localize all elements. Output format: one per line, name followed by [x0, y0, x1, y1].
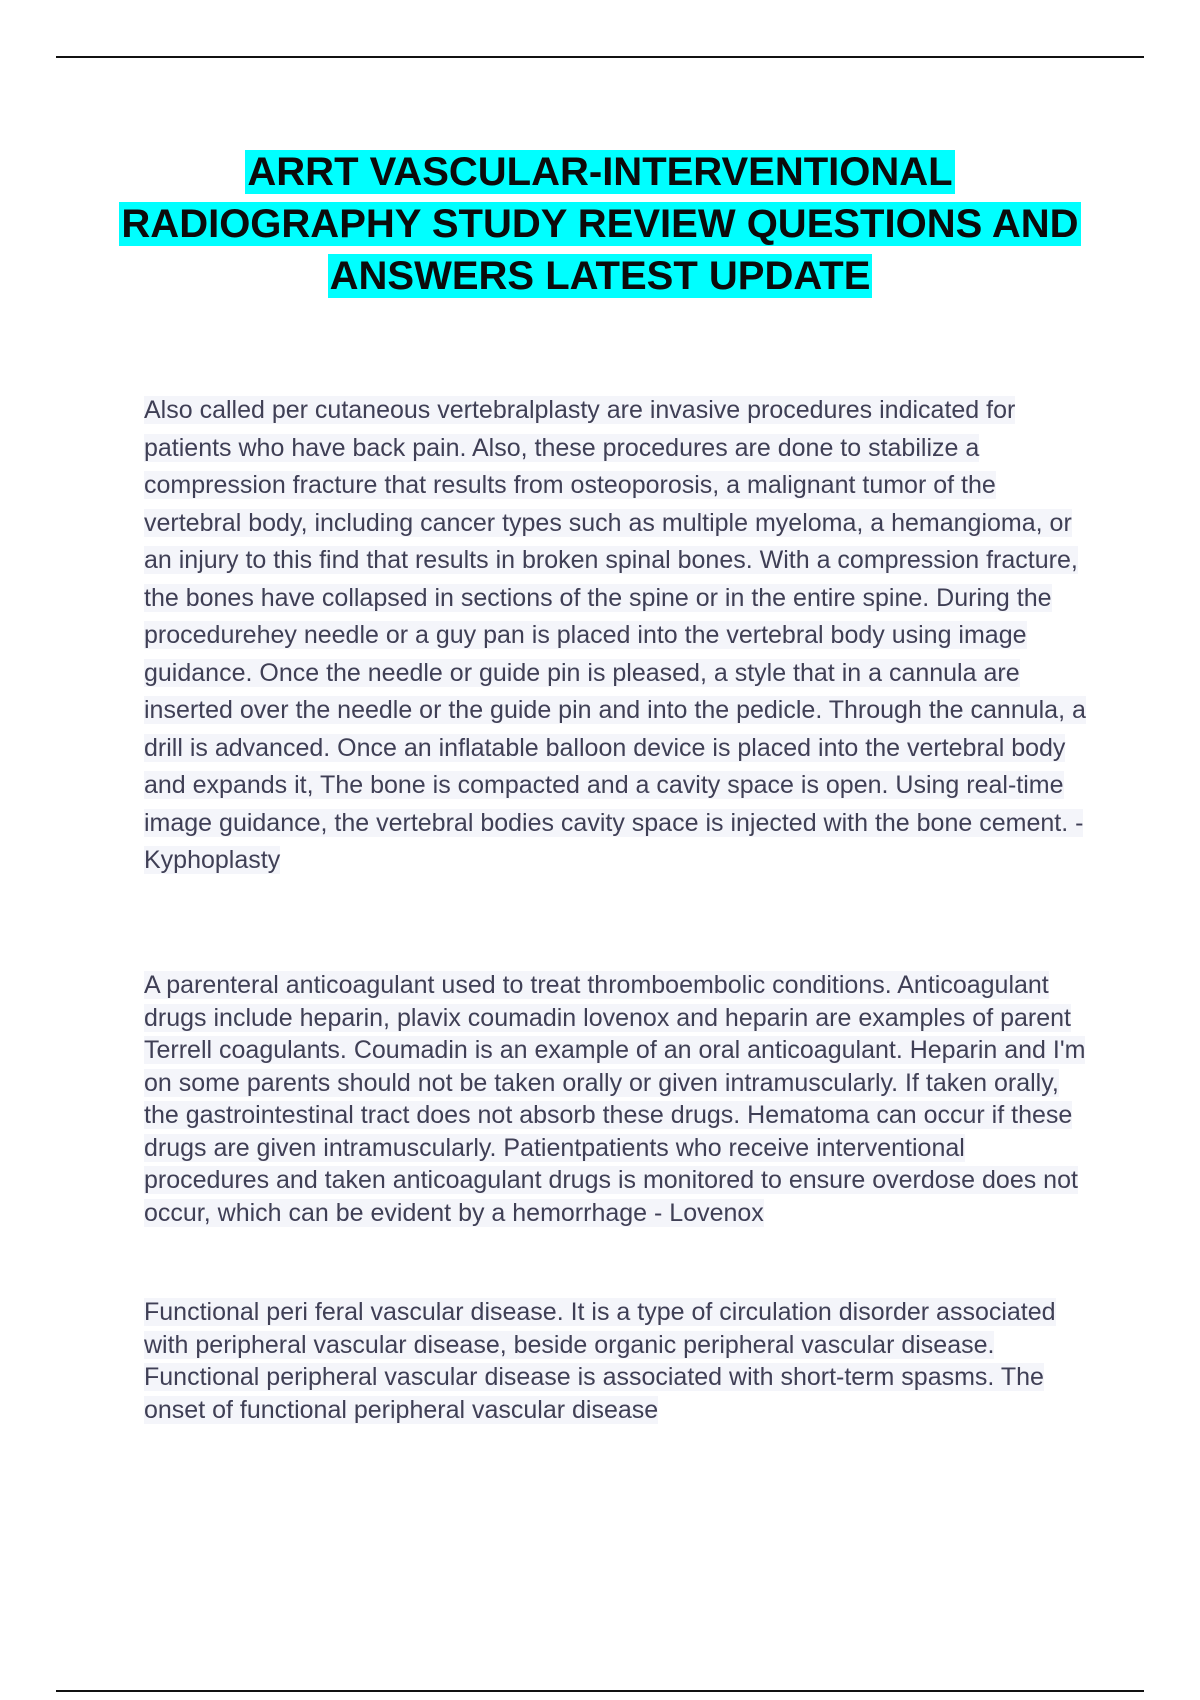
paragraph-kyphoplasty	[144, 392, 1094, 880]
bottom-divider	[56, 1690, 1144, 1692]
document-title	[100, 146, 1100, 302]
paragraph-text: A parenteral anticoagulant used to treat thromboembolic conditions. Anticoagulant drugs include heparin, plavix coumadin lovenox and heparin are examples of parent Terrell coagulants. Coumadin is an example of an oral anticoagulant. Heparin and I'm on some parents should not be taken orally or given intramuscularly. If taken orally, the gastrointestinal tract does not absorb these drugs. Hematoma can occur if these drugs are given intramuscularly. Patientpatients who receive interventional procedures and taken anticoagulant drugs is monitored to ensure overdose does not occur, which can be evident by a hemorrhage - Lovenox	[144, 971, 1086, 1227]
paragraph-text: Functional peri feral vascular disease. It is a type of circulation disorder associated with peripheral vascular disease, beside organic peripheral vascular disease. Functional peripheral vascular disease is associated with short-term spasms. The onset of functional peripheral vascular disease	[144, 1298, 1056, 1424]
document-title-text: ARRT VASCULAR-INTERVENTIONAL RADIOGRAPHY STUDY REVIEW QUESTIONS AND ANSWERS LATEST UPDATE	[121, 150, 1079, 298]
paragraph-functional-pvd	[144, 1296, 1094, 1426]
top-divider	[56, 56, 1144, 58]
paragraph-text: Also called per cutaneous vertebralplasty are invasive procedures indicated for patients who have back pain. Also, these procedures are done to stabilize a compression fracture that results from osteoporosis, a malignant tumor of the vertebral body, including cancer types such as multiple myeloma, a hemangioma, or an injury to this find that results in broken spinal bones. With a compression fracture, the bones have collapsed in sections of the spine or in the entire spine. During the procedurehey needle or a guy pan is placed into the vertebral body using image guidance. Once the needle or guide pin is pleased, a style that in a cannula are inserted over the needle or the guide pin and into the pedicle. Through the cannula, a drill is advanced. Once an inflatable balloon device is placed into the vertebral body and expands it, The bone is compacted and a cavity space is open. Using real-time image guidance, the vertebral bodies cavity space is injected with the bone cement. - Kyphoplasty	[144, 396, 1086, 874]
paragraph-lovenox	[144, 969, 1094, 1229]
